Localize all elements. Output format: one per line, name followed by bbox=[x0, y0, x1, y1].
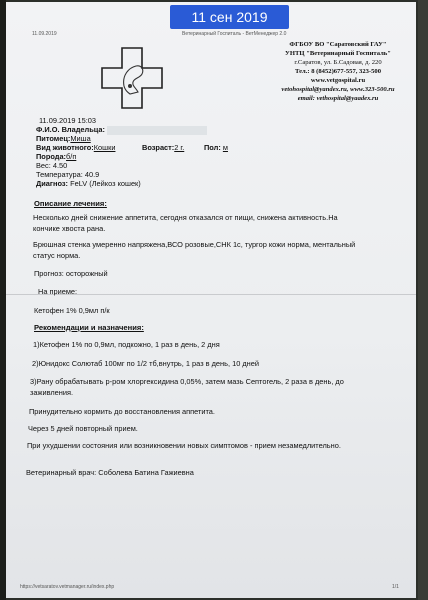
breed-value: б/п bbox=[66, 152, 77, 161]
sex-row bbox=[204, 143, 228, 152]
pet-value: Миша bbox=[70, 134, 91, 143]
owner-redacted bbox=[107, 126, 207, 135]
pet-row bbox=[36, 134, 91, 143]
clinic-logo-icon bbox=[100, 46, 164, 110]
recommendations-title: Рекомендации и назначения: bbox=[34, 323, 144, 332]
owner-label: Ф.И.О. Владельца: bbox=[36, 125, 105, 134]
sex-value: м bbox=[222, 143, 228, 152]
treatment-paragraph-2 bbox=[33, 240, 355, 261]
org-line-5: www.vetgospital.ru bbox=[310, 77, 366, 84]
diagnosis-value: FeLV (Лейкоз кошек) bbox=[70, 179, 141, 188]
doctor-signature-line: Ветеринарный врач: Соболева Батина Гажиевна bbox=[26, 468, 194, 477]
treatment-p2-line1: Брюшная стенка умеренно напряжена,ВСО розовые,СНК 1с, тургор кожи норма, ментальный bbox=[33, 240, 356, 249]
photo-background-right bbox=[418, 0, 428, 600]
recommendation-2: 2)Юнидокс Солютаб 100мг по 1/2 тб,внутрь, 1 раз в день, 10 дней bbox=[32, 359, 259, 368]
photo-date-stamp: 11 сен 2019 bbox=[170, 5, 289, 29]
document-page bbox=[6, 2, 416, 598]
weight-row bbox=[36, 161, 67, 170]
treatment-p1-line2: кончике хвоста рана. bbox=[33, 223, 106, 233]
age-value: 2 г. bbox=[174, 143, 185, 152]
species-row bbox=[36, 143, 115, 152]
recommendation-1: 1)Кетофен 1% по 0,9мл, подкожно, 1 раз в день, 2 дня bbox=[33, 340, 220, 349]
breed-label: Порода: bbox=[36, 152, 67, 161]
org-line-2: УНТЦ "Ветеринарный Госпиталь" bbox=[285, 50, 391, 57]
age-label: Возраст: bbox=[142, 143, 175, 152]
diagnosis-label: Диагноз: bbox=[36, 179, 69, 188]
print-footer-page: 1/1 bbox=[392, 584, 399, 590]
treatment-paragraph-1 bbox=[33, 213, 338, 234]
diagnosis-row bbox=[36, 179, 141, 188]
org-line-4: Тел.: 8 (8452)677-557, 323-500 bbox=[294, 68, 382, 75]
recommendation-3 bbox=[30, 377, 344, 398]
print-footer-url: https://vetsaratov.vetmanager.ru/index.php bbox=[20, 584, 115, 590]
breed-row bbox=[36, 152, 76, 161]
temperature-value: 40.9 bbox=[84, 170, 100, 179]
org-line-6: vetohospital@yandex.ru, www.323-500.ru bbox=[281, 86, 395, 93]
temperature-label: Температура: bbox=[36, 170, 83, 179]
species-label: Вид животного: bbox=[36, 143, 94, 152]
treatment-p1-line1: Несколько дней снижение аппетита, сегодня отказался от пищи, снижена активность.На bbox=[33, 213, 338, 222]
organization-block bbox=[268, 40, 408, 103]
record-datetime: 11.09.2019 15:03 bbox=[39, 116, 96, 125]
sex-label: Пол: bbox=[204, 143, 221, 152]
org-line-7: email: vethospital@yaadex.ru bbox=[297, 95, 379, 102]
recommendation-3-line2: заживления. bbox=[30, 387, 74, 397]
species-value: Кошки bbox=[93, 143, 116, 152]
visit-drug: Кетофен 1% 0,9мл п/к bbox=[34, 306, 110, 315]
print-header-date: 11.09.2019 bbox=[32, 31, 57, 37]
org-line-3: г.Саратов, ул. Б.Садовая, д. 220 bbox=[294, 59, 382, 66]
recommendation-5: Через 5 дней повторный прием. bbox=[28, 424, 138, 433]
treatment-p2-line2: статус норма. bbox=[33, 250, 81, 260]
print-header-title: Ветеринарный Госпиталь - ВетМенеджер 2.0 bbox=[182, 31, 287, 37]
temperature-row bbox=[36, 170, 99, 179]
prognosis: Прогноз: осторожный bbox=[34, 269, 108, 278]
pet-label: Питомец: bbox=[36, 134, 71, 143]
treatment-title: Описание лечения: bbox=[34, 199, 107, 208]
weight-label: Вес: bbox=[36, 161, 51, 170]
org-line-1: ФГБОУ ВО "Саратовский ГАУ" bbox=[289, 41, 387, 48]
recommendation-6: При ухудшении состояния или возникновении новых симптомов - прием незамедлительно. bbox=[27, 441, 341, 450]
at-visit-label: На приеме: bbox=[38, 287, 78, 296]
weight-value: 4.50 bbox=[52, 161, 68, 170]
age-row bbox=[142, 143, 184, 152]
recommendation-3-line1: 3)Рану обрабатывать р-ром хлоргексидина 0,05%, затем мазь Септогель, 2 раза в день, до bbox=[30, 377, 344, 386]
recommendation-4: Принудительно кормить до восстановления аппетита. bbox=[29, 407, 215, 416]
